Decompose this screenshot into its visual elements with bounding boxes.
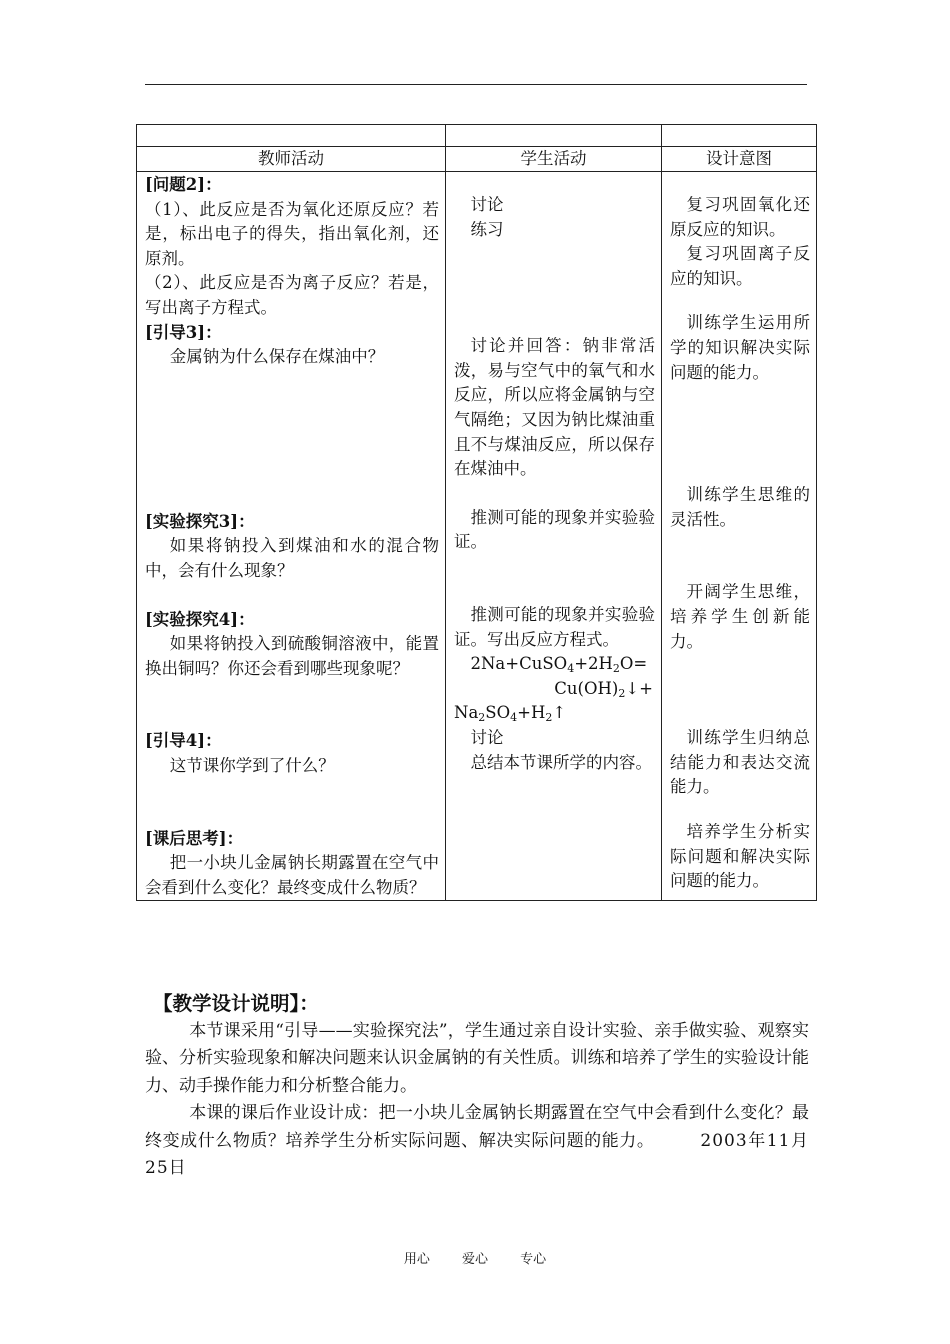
e3-text: 如果将钠投入到煤油和水的混合物中，会有什么现象？ [145, 536, 439, 580]
student-verify-4: 推测可能的现象并实验验证。写出反应方程式。 [454, 604, 655, 649]
header-row [137, 147, 817, 172]
equation-line-1: $2Na+CuSO_4+2H_2O=$ [470, 654, 648, 676]
content-row [137, 172, 817, 901]
design-note [145, 990, 809, 1182]
intent-apply: 训练学生运用所学的知识解决实际问题的能力。 [670, 313, 810, 382]
intent-ionic: 复习巩固离子反应的知识。 [670, 244, 810, 288]
equation-line-3: $Na_2SO_4+H_2↑$ [454, 703, 567, 725]
student-column [446, 172, 662, 901]
design-note-paragraph-1: 本节课采用“引导——实验探究法”，学生通过亲自设计实验、亲手做实验、观察实验、分析实验现象和解决问题来认识金属钠的有关性质。训练和培养了学生的实验设计能力、动手操作能力和分析整合能力。 [145, 1021, 809, 1096]
e3-title: [实验探究3]： [145, 511, 255, 531]
design-note-paragraph-2: 本课的课后作业设计成：把一小块儿金属钠长期露置在空气中会看到什么变化？最终变成什么物质？培养学生分析实际问题、解决实际问题的能力。 2003年11月25日 [145, 1103, 809, 1179]
student-verify-3: 推测可能的现象并实验验证。 [454, 507, 655, 552]
header-teacher: 教师活动 [137, 147, 446, 172]
g3-title: [引导3]： [145, 322, 222, 342]
equation-line-2: $Cu(OH)_2↓+$ [554, 678, 653, 700]
student-practice: 练习 [470, 219, 504, 239]
intent-analyze: 培养学生分析实际问题和解决实际问题的能力。 [670, 821, 810, 891]
after-text: 把一小块儿金属钠长期露置在空气中会看到什么变化？最终变成什么物质？ [145, 853, 439, 897]
teacher-column [137, 172, 446, 901]
g4-title: [引导4]： [145, 731, 222, 751]
header-rule [145, 84, 807, 85]
q2-line1: （1）、此反应是否为氧化还原反应？若是，标出电子的得失，指出氧化剂，还原剂。 [145, 199, 439, 268]
date: 2003年11月25日 [145, 1130, 809, 1179]
q2-title: [问题2]： [145, 175, 222, 194]
intent-redox: 复习巩固氧化还原反应的知识。 [670, 195, 810, 239]
design-note-title: 【教学设计说明】： [153, 992, 319, 1015]
intent-summarize: 训练学生归纳总结能力和表达交流能力。 [670, 728, 810, 797]
g3-text: 金属钠为什么保存在煤油中？ [169, 347, 385, 367]
student-answer: 讨论并回答：钠非常活泼，易与空气中的氧气和水反应，所以应将金属钠与空气隔绝；又因为钠比煤油重且不与煤油反应，所以保存在煤油中。 [454, 336, 655, 479]
page-footer: 用心 爱心 专心 [403, 1252, 547, 1267]
e4-text: 如果将钠投入到硫酸铜溶液中，能置换出铜吗？你还会看到哪些现象呢？ [145, 634, 439, 678]
student-discuss: 讨论 [470, 195, 504, 214]
lesson-table [136, 124, 817, 901]
header-intent: 设计意图 [662, 147, 817, 172]
intent-innovation: 开阔学生思维，培养学生创新能力。 [670, 582, 810, 651]
after-title: [课后思考]： [145, 828, 244, 848]
student-discuss-2: 讨论 [470, 727, 504, 747]
student-summary: 总结本节课所学的内容。 [470, 752, 652, 772]
intent-flexible: 训练学生思维的灵活性。 [670, 485, 810, 529]
blank-row [137, 125, 817, 147]
intent-column [662, 172, 817, 901]
q2-line2: （2）、此反应是否为离子反应？若是，写出离子方程式。 [145, 273, 439, 317]
e4-title: [实验探究4]： [145, 609, 255, 629]
g4-text: 这节课你学到了什么？ [169, 755, 335, 775]
header-student: 学生活动 [446, 147, 662, 172]
